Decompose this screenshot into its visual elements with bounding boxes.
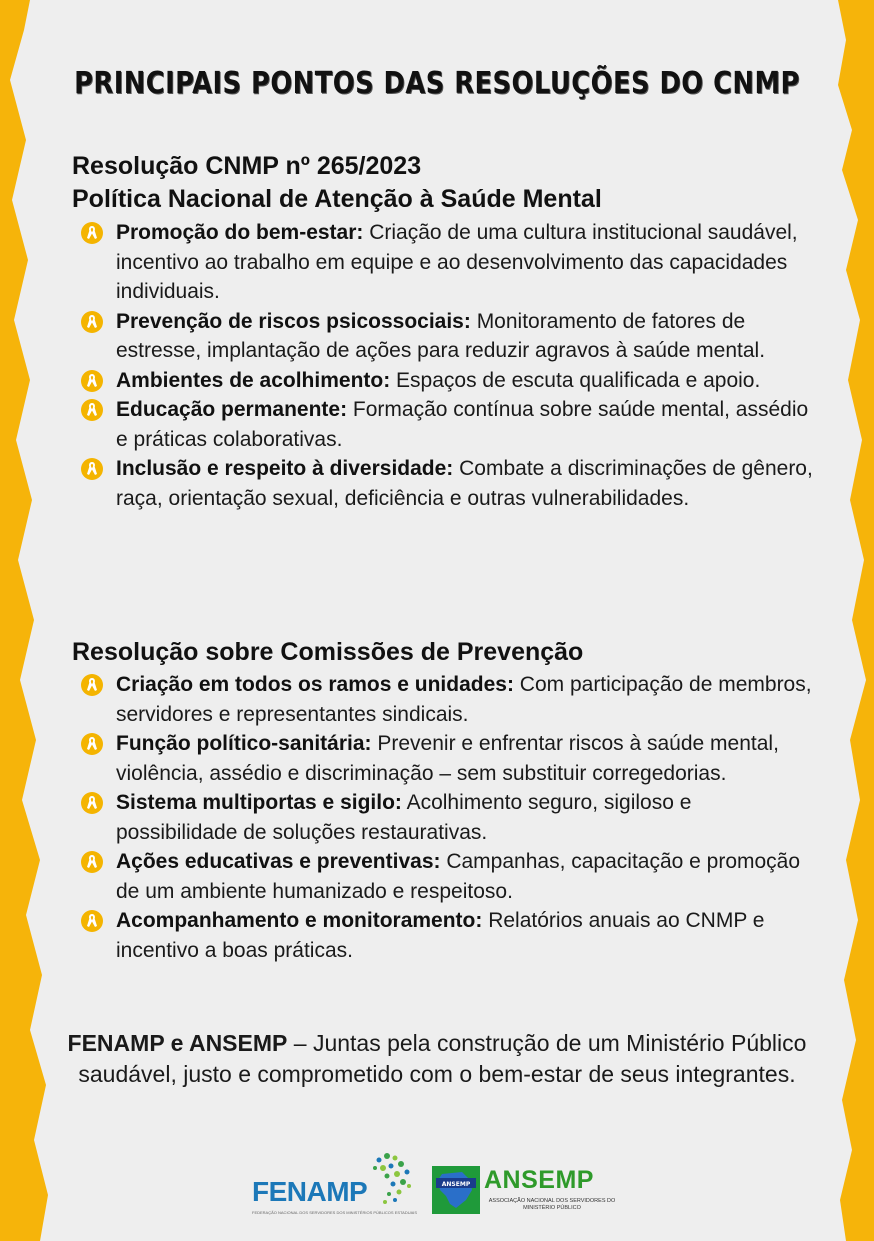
list-item: [80, 847, 816, 906]
section1-title-line1: Resolução CNMP nº 265/2023: [72, 152, 422, 180]
section2-title: Resolução sobre Comissões de Prevenção: [72, 638, 584, 666]
item-heading: Ações educativas e preventivas:: [116, 850, 441, 873]
item-text: Criação de uma cultura institucional saudável, incentivo ao trabalho em equipe e ao desenvolvimento das capacidades individuais.: [116, 221, 798, 303]
item-text: Acolhimento seguro, sigiloso e possibilidade de soluções restaurativas.: [116, 791, 692, 844]
ansemp-map-flag-icon: [432, 1166, 480, 1214]
list-item: [80, 454, 816, 513]
item-text: Espaços de escuta qualificada e apoio.: [390, 368, 761, 392]
item-heading: Promoção do bem-estar:: [116, 221, 364, 244]
footer-text: – Juntas pela construção de um Ministério Público saudável, justo e comprometido com o bem-estar de seus integrantes.: [78, 1030, 807, 1087]
ansemp-logo: [432, 1166, 622, 1218]
list-item: [80, 670, 816, 729]
list-item: [80, 906, 816, 965]
item-heading: Inclusão e respeito à diversidade:: [116, 457, 454, 480]
list-item: [80, 395, 816, 454]
item-heading: Ambientes de acolhimento:: [116, 368, 391, 392]
fenamp-logo: [252, 1150, 422, 1220]
item-heading: Sistema multiportas e sigilo:: [116, 791, 402, 814]
item-heading: Educação permanente:: [116, 398, 348, 421]
item-text: Combate a discriminações de gênero, raça, orientação sexual, deficiência e outras vulnerabilidades.: [116, 457, 813, 510]
awareness-ribbon-icon: [80, 732, 104, 756]
list-item: [80, 307, 816, 366]
ansemp-subtitle: ASSOCIAÇÃO NACIONAL DOS SERVIDORES DO MINISTÉRIO PÚBLICO: [488, 1198, 616, 1211]
list-item: [80, 788, 816, 847]
item-heading: Função político-sanitária:: [116, 732, 372, 755]
fenamp-name: FENAMP: [252, 1176, 368, 1207]
awareness-ribbon-icon: [80, 310, 104, 334]
item-text: Monitoramento de fatores de estresse, implantação de ações para reduzir agravos à saúde mental.: [116, 309, 766, 362]
awareness-ribbon-icon: [80, 398, 104, 422]
awareness-ribbon-icon: [80, 457, 104, 481]
section1-title-line2: Política Nacional de Atenção à Saúde Mental: [72, 185, 602, 213]
item-heading: Criação em todos os ramos e unidades:: [116, 673, 514, 696]
item-text: Com participação de membros, servidores e representantes sindicais.: [116, 673, 812, 726]
awareness-ribbon-icon: [80, 673, 104, 697]
footer-bold: FENAMP e ANSEMP: [67, 1030, 288, 1056]
item-heading: Acompanhamento e monitoramento:: [116, 909, 483, 932]
footer-statement: [60, 1028, 814, 1090]
awareness-ribbon-icon: [80, 791, 104, 815]
page-title: PRINCIPAIS PONTOS DAS RESOLUÇÕES DO CNMP: [74, 66, 800, 101]
item-text: Campanhas, capacitação e promoção de um ambiente humanizado e respeitoso.: [116, 850, 801, 903]
section2-list: [80, 670, 816, 965]
awareness-ribbon-icon: [80, 909, 104, 933]
item-text: Formação contínua sobre saúde mental, assédio e práticas colaborativas.: [116, 398, 809, 451]
item-text: Prevenir e enfrentar riscos à saúde mental, violência, assédio e discriminação – sem substituir corregedorias.: [116, 732, 779, 785]
item-heading: Prevenção de riscos psicossociais:: [116, 309, 471, 333]
list-item: [80, 729, 816, 788]
awareness-ribbon-icon: [80, 221, 104, 245]
awareness-ribbon-icon: [80, 850, 104, 874]
ansemp-flag-label: ANSEMP: [441, 1181, 471, 1188]
ansemp-name: ANSEMP: [484, 1166, 594, 1194]
list-item: [80, 218, 816, 307]
item-text: Relatórios anuais ao CNMP e incentivo a boas práticas.: [116, 909, 765, 962]
list-item: [80, 366, 816, 396]
section1-list: [80, 218, 816, 513]
awareness-ribbon-icon: [80, 369, 104, 393]
fenamp-subtitle: FEDERAÇÃO NACIONAL DOS SERVIDORES DOS MINISTÉRIOS PÚBLICOS ESTADUAIS: [252, 1210, 418, 1215]
